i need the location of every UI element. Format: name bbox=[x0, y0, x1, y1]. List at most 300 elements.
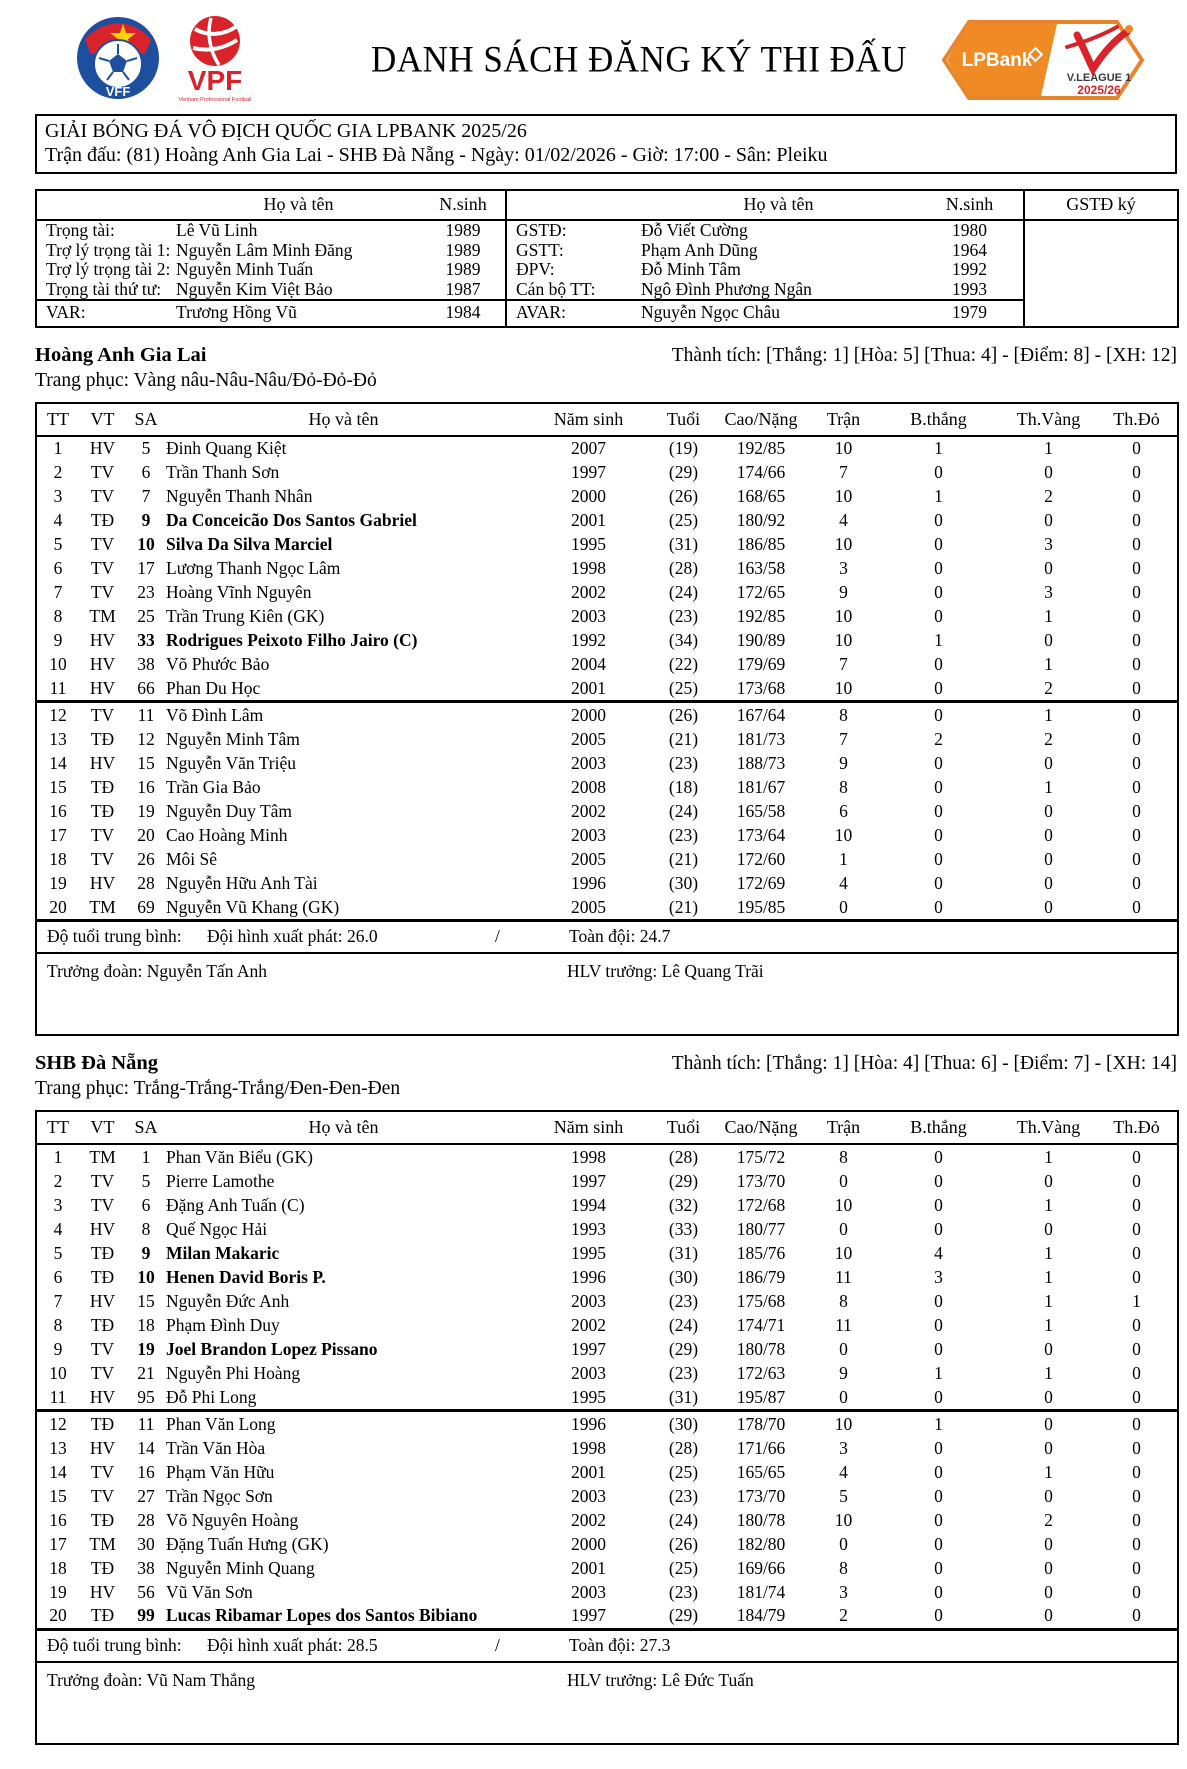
player-yellow-cards: 0 bbox=[1044, 1437, 1053, 1458]
player-number: 56 bbox=[137, 1581, 155, 1602]
col-header-matches: Trận bbox=[811, 1111, 876, 1144]
player-number: 6 bbox=[141, 462, 151, 483]
player-number: 9 bbox=[141, 1242, 151, 1263]
player-age: (23) bbox=[668, 605, 699, 626]
player-position: HV bbox=[89, 752, 116, 773]
players-table bbox=[35, 1110, 1179, 1745]
player-position: TĐ bbox=[90, 1605, 115, 1626]
player-birth-year: 2003 bbox=[571, 824, 606, 845]
player-index: 9 bbox=[53, 1338, 63, 1359]
player-matches: 4 bbox=[839, 510, 848, 531]
official-role: Trợ lý trọng tài 2: bbox=[46, 259, 171, 279]
player-number: 11 bbox=[126, 702, 166, 727]
player-red-cards: 0 bbox=[1132, 896, 1141, 917]
staff-row bbox=[36, 1662, 1178, 1744]
player-height-weight: 172/68 bbox=[736, 1194, 786, 1215]
player-age: (24) bbox=[668, 582, 699, 602]
player-name: Đặng Tuấn Hưng (GK) bbox=[166, 1533, 329, 1554]
player-index: 2 bbox=[53, 462, 63, 483]
col-header-tt: TT bbox=[36, 1111, 79, 1144]
player-red-cards: 0 bbox=[1132, 1314, 1141, 1335]
player-row bbox=[36, 1508, 1178, 1532]
player-yellow-cards: 2 bbox=[1044, 1509, 1053, 1530]
official-role: VAR: bbox=[46, 302, 86, 322]
player-yellow-cards: 1 bbox=[1044, 776, 1053, 797]
player-height-weight: 179/69 bbox=[736, 653, 786, 674]
player-red-cards: 0 bbox=[1132, 1266, 1141, 1287]
official-name: Phạm Anh Dũng bbox=[641, 239, 758, 260]
player-index: 8 bbox=[53, 605, 63, 626]
player-position: TV bbox=[90, 1170, 115, 1191]
player-age: (29) bbox=[668, 462, 699, 483]
player-wins: 0 bbox=[934, 1581, 943, 1602]
player-age: (25) bbox=[668, 1557, 699, 1578]
player-index: 6 bbox=[53, 1266, 63, 1287]
player-row bbox=[36, 1484, 1178, 1508]
player-yellow-cards: 0 bbox=[1044, 896, 1053, 917]
player-number: 12 bbox=[137, 728, 155, 749]
official-name: Nguyễn Minh Tuấn bbox=[176, 259, 314, 279]
player-matches: 7 bbox=[839, 728, 848, 749]
player-matches: 4 bbox=[839, 872, 848, 893]
player-matches: 10 bbox=[811, 1411, 876, 1436]
player-red-cards: 0 bbox=[1132, 653, 1141, 674]
player-red-cards: 0 bbox=[1132, 510, 1141, 531]
player-position: TV bbox=[90, 1485, 115, 1506]
player-birth-year: 2005 bbox=[571, 848, 606, 869]
player-height-weight: 180/78 bbox=[736, 1509, 786, 1530]
player-age: (33) bbox=[668, 1218, 699, 1239]
player-number: 66 bbox=[137, 677, 155, 698]
player-row bbox=[36, 508, 1178, 532]
player-age: (21) bbox=[668, 848, 699, 869]
player-number: 26 bbox=[137, 848, 155, 869]
player-number: 17 bbox=[137, 558, 155, 579]
player-birth-year: 2002 bbox=[571, 1314, 606, 1335]
player-index: 12 bbox=[36, 1411, 79, 1436]
vpf-logo-icon bbox=[165, 14, 265, 106]
player-yellow-cards: 0 bbox=[1044, 872, 1053, 893]
player-height-weight: 195/85 bbox=[736, 896, 786, 917]
col-header-red: Th.Đỏ bbox=[1096, 403, 1178, 436]
player-red-cards: 0 bbox=[1132, 605, 1141, 626]
player-red-cards: 0 bbox=[1132, 1485, 1141, 1506]
player-row bbox=[36, 1169, 1178, 1193]
player-height-weight: 174/66 bbox=[736, 462, 786, 483]
officials-header-blank bbox=[506, 190, 641, 220]
player-age: (25) bbox=[668, 677, 699, 698]
player-wins: 0 bbox=[934, 1290, 943, 1311]
player-birth-year: 1996 bbox=[571, 1266, 606, 1287]
player-yellow-cards: 0 bbox=[1044, 510, 1053, 531]
player-age: (21) bbox=[668, 896, 699, 917]
official-role: Trợ lý trọng tài 1: bbox=[46, 239, 171, 260]
player-height-weight: 172/65 bbox=[736, 582, 786, 602]
player-position: HV bbox=[89, 872, 116, 893]
avg-separator: / bbox=[495, 926, 500, 947]
player-age: (32) bbox=[668, 1194, 699, 1215]
player-age: (23) bbox=[668, 1362, 699, 1383]
player-position: TV bbox=[90, 462, 115, 483]
player-red-cards: 0 bbox=[1132, 1338, 1141, 1359]
player-matches: 8 bbox=[839, 1290, 848, 1311]
player-age: (23) bbox=[668, 824, 699, 845]
official-role: ĐPV: bbox=[506, 260, 641, 280]
player-birth-year: 1997 bbox=[571, 1170, 606, 1191]
player-row bbox=[36, 1604, 1178, 1629]
player-red-cards: 0 bbox=[1132, 872, 1141, 893]
player-height-weight: 165/65 bbox=[736, 1461, 786, 1482]
page-title: DANH SÁCH ĐĂNG KÝ THI ĐẤU bbox=[371, 39, 907, 80]
col-header-name: Họ và tên bbox=[166, 1111, 521, 1144]
player-matches: 10 bbox=[834, 1242, 853, 1263]
player-red-cards: 0 bbox=[1132, 1581, 1141, 1602]
official-row bbox=[36, 241, 1178, 261]
official-birth-year: 1989 bbox=[445, 239, 481, 260]
player-index: 19 bbox=[49, 1581, 67, 1602]
player-position: TM bbox=[89, 896, 116, 917]
logo-group bbox=[75, 14, 343, 106]
player-matches: 10 bbox=[834, 629, 853, 650]
player-row bbox=[36, 604, 1178, 628]
player-red-cards: 0 bbox=[1132, 1533, 1141, 1554]
player-position: TĐ bbox=[90, 510, 115, 531]
player-red-cards: 0 bbox=[1132, 629, 1141, 650]
player-red-cards: 0 bbox=[1096, 702, 1178, 727]
match-details: Trận đấu: (81) Hoàng Anh Gia Lai - SHB Đà Nẵng - Ngày: 01/02/2026 - Giờ: 17:00 - Sân: Pleiku bbox=[45, 144, 828, 166]
player-index: 11 bbox=[49, 1386, 67, 1407]
col-header-wins: B.thắng bbox=[876, 403, 1001, 436]
player-index: 4 bbox=[53, 1218, 63, 1239]
player-index: 2 bbox=[53, 1170, 63, 1191]
player-birth-year: 2007 bbox=[571, 438, 606, 459]
referee-signature-cell bbox=[1024, 220, 1178, 327]
official-name: Trương Hồng Vũ bbox=[176, 302, 297, 322]
player-name: Nguyễn Duy Tâm bbox=[166, 800, 293, 821]
official-birth-year: 1989 bbox=[445, 259, 481, 279]
player-wins: 0 bbox=[934, 1386, 943, 1407]
player-row bbox=[36, 1144, 1178, 1169]
head-coach: HLV trưởng: Lê Quang Trãi bbox=[567, 961, 764, 982]
player-age: (25) bbox=[668, 510, 699, 531]
col-header-age: Tuổi bbox=[656, 403, 711, 436]
average-age-row bbox=[36, 921, 1178, 954]
player-height-weight: 185/76 bbox=[736, 1242, 786, 1263]
player-wins: 0 bbox=[934, 462, 943, 483]
player-height-weight: 165/58 bbox=[736, 800, 786, 821]
player-age: (29) bbox=[668, 1170, 699, 1191]
player-number: 69 bbox=[137, 896, 155, 917]
official-role: GSTĐ: bbox=[506, 220, 641, 241]
player-row bbox=[36, 1193, 1178, 1217]
player-wins: 0 bbox=[934, 1461, 943, 1482]
player-number: 19 bbox=[137, 1338, 155, 1359]
player-row bbox=[36, 871, 1178, 895]
player-height-weight: 192/85 bbox=[736, 605, 786, 626]
player-birth-year: 2008 bbox=[571, 776, 606, 797]
avg-whole-squad: Toàn đội: 24.7 bbox=[569, 926, 671, 947]
player-wins: 0 bbox=[934, 1218, 943, 1239]
player-red-cards: 0 bbox=[1132, 1170, 1141, 1191]
player-height-weight: 173/70 bbox=[736, 1485, 786, 1506]
player-height-weight: 182/80 bbox=[736, 1533, 786, 1554]
player-wins: 0 bbox=[934, 1509, 943, 1530]
player-index: 17 bbox=[49, 1533, 67, 1554]
player-yellow-cards: 0 bbox=[1044, 1338, 1053, 1359]
player-red-cards: 0 bbox=[1132, 1509, 1141, 1530]
badge-season-label: 2025/26 bbox=[1077, 83, 1121, 97]
player-name: Phan Du Học bbox=[166, 677, 261, 698]
player-age: (24) bbox=[668, 800, 699, 821]
player-wins: 0 bbox=[934, 1170, 943, 1191]
player-red-cards: 0 bbox=[1132, 728, 1141, 749]
player-row bbox=[36, 727, 1178, 751]
player-red-cards: 0 bbox=[1132, 1362, 1141, 1383]
player-yellow-cards: 0 bbox=[1044, 629, 1053, 650]
player-wins: 0 bbox=[934, 848, 943, 869]
player-height-weight: 186/85 bbox=[736, 534, 786, 555]
player-index: 19 bbox=[49, 872, 67, 893]
col-header-tt: TT bbox=[36, 403, 79, 436]
player-number: 99 bbox=[137, 1605, 155, 1626]
player-name: Phạm Đình Duy bbox=[166, 1314, 280, 1335]
player-name: Võ Phước Bảo bbox=[166, 653, 270, 674]
player-yellow-cards: 0 bbox=[1044, 1533, 1053, 1554]
player-yellow-cards: 1 bbox=[1044, 1290, 1053, 1311]
player-index: 15 bbox=[49, 776, 67, 797]
player-row bbox=[36, 460, 1178, 484]
player-birth-year: 2003 bbox=[571, 1581, 606, 1602]
col-header-sa: SA bbox=[126, 1111, 166, 1144]
player-position: TV bbox=[90, 486, 115, 507]
player-row bbox=[36, 676, 1178, 701]
player-name: Đinh Quang Kiệt bbox=[166, 438, 287, 459]
player-red-cards: 0 bbox=[1132, 582, 1141, 602]
player-position: HV bbox=[89, 1581, 116, 1602]
official-birth-year: 1992 bbox=[952, 259, 987, 279]
player-name: Nguyễn Phi Hoàng bbox=[166, 1362, 301, 1383]
officials-header-name: Họ và tên bbox=[176, 190, 421, 220]
player-height-weight: 172/63 bbox=[736, 1362, 786, 1383]
player-yellow-cards: 1 bbox=[1044, 1362, 1053, 1383]
player-birth-year: 2000 bbox=[571, 486, 606, 507]
player-age: (22) bbox=[668, 653, 699, 674]
player-name: Nguyễn Hữu Anh Tài bbox=[166, 872, 318, 893]
player-name: Milan Makaric bbox=[166, 1242, 280, 1263]
player-height-weight: 168/65 bbox=[736, 486, 786, 507]
player-wins: 0 bbox=[934, 653, 943, 674]
player-age: (19) bbox=[668, 438, 699, 459]
player-row bbox=[36, 1265, 1178, 1289]
player-height-weight: 171/66 bbox=[736, 1437, 786, 1458]
player-position: HV bbox=[89, 438, 116, 459]
player-index: 9 bbox=[53, 629, 63, 650]
player-row bbox=[36, 1411, 1178, 1436]
official-row bbox=[36, 280, 1178, 301]
player-red-cards: 0 bbox=[1132, 1605, 1141, 1626]
player-wins: 0 bbox=[934, 605, 943, 626]
average-age-row bbox=[36, 1629, 1178, 1662]
player-index: 14 bbox=[49, 1461, 67, 1482]
player-row bbox=[36, 1532, 1178, 1556]
player-birth-year: 1998 bbox=[571, 1146, 606, 1167]
player-wins: 0 bbox=[934, 677, 943, 698]
players-header-row bbox=[36, 1111, 1178, 1144]
player-yellow-cards: 0 bbox=[1044, 1485, 1053, 1506]
vpf-label: VPF bbox=[187, 65, 243, 96]
player-wins: 0 bbox=[934, 1437, 943, 1458]
player-birth-year: 1993 bbox=[571, 1218, 606, 1239]
player-position: TĐ bbox=[90, 1314, 115, 1335]
team-record: Thành tích: [Thắng: 1] [Hòa: 4] [Thua: 6] - [Điểm: 7] - [XH: 14] bbox=[671, 1053, 1177, 1075]
player-row bbox=[36, 532, 1178, 556]
player-matches: 3 bbox=[839, 1437, 848, 1458]
tournament-name: GIẢI BÓNG ĐÁ VÔ ĐỊCH QUỐC GIA LPBANK 2025/26 bbox=[45, 120, 527, 142]
team-section-header bbox=[35, 1052, 1177, 1075]
player-position: TĐ bbox=[90, 776, 115, 797]
player-matches: 10 bbox=[834, 677, 853, 698]
player-row bbox=[36, 1289, 1178, 1313]
player-position: TV bbox=[90, 534, 115, 555]
player-birth-year: 2005 bbox=[571, 728, 606, 749]
player-row bbox=[36, 1313, 1178, 1337]
player-number: 10 bbox=[137, 1266, 155, 1287]
player-wins: 1 bbox=[934, 438, 943, 459]
player-birth-year: 2001 bbox=[571, 1461, 606, 1482]
player-wins: 0 bbox=[934, 510, 943, 531]
player-matches: 10 bbox=[834, 824, 853, 845]
official-role: GSTT: bbox=[506, 241, 641, 261]
player-row bbox=[36, 484, 1178, 508]
player-row bbox=[36, 1337, 1178, 1361]
player-red-cards: 0 bbox=[1132, 776, 1141, 797]
player-height-weight: 172/60 bbox=[736, 848, 786, 869]
player-red-cards: 0 bbox=[1132, 1194, 1141, 1215]
player-index: 7 bbox=[53, 1290, 63, 1311]
player-yellow-cards: 0 bbox=[1044, 1386, 1053, 1407]
player-index: 4 bbox=[53, 510, 63, 531]
player-birth-year: 2003 bbox=[571, 1290, 606, 1311]
official-name: Đỗ Viết Cường bbox=[641, 220, 748, 240]
player-birth-year: 2002 bbox=[571, 800, 606, 821]
player-name: Lucas Ribamar Lopes dos Santos Bibiano bbox=[166, 1605, 478, 1626]
player-yellow-cards: 1 bbox=[1044, 1194, 1053, 1215]
player-number: 20 bbox=[137, 824, 155, 845]
col-header-red: Th.Đỏ bbox=[1096, 1111, 1178, 1144]
player-matches: 3 bbox=[839, 1581, 848, 1602]
player-position: TV bbox=[90, 558, 115, 579]
player-yellow-cards: 0 bbox=[1044, 1605, 1053, 1626]
player-height-weight: 181/67 bbox=[736, 776, 786, 797]
player-birth-year: 1992 bbox=[571, 629, 606, 650]
league-badge bbox=[935, 17, 1147, 103]
player-age: (21) bbox=[668, 728, 699, 749]
col-header-birth-year: Năm sinh bbox=[521, 403, 656, 436]
player-matches: 8 bbox=[811, 702, 876, 727]
player-position: HV bbox=[89, 1386, 116, 1407]
player-yellow-cards: 1 bbox=[1044, 653, 1053, 674]
player-wins: 0 bbox=[934, 1338, 943, 1359]
player-wins: 0 bbox=[934, 1557, 943, 1578]
player-red-cards: 0 bbox=[1132, 824, 1141, 845]
player-name: Trần Văn Hòa bbox=[166, 1437, 266, 1458]
player-red-cards: 0 bbox=[1132, 1461, 1141, 1482]
player-name: Nguyễn Thanh Nhân bbox=[166, 486, 313, 507]
player-yellow-cards: 2 bbox=[1044, 486, 1053, 507]
player-height-weight: 172/69 bbox=[736, 872, 786, 893]
player-name: Phạm Văn Hữu bbox=[166, 1461, 275, 1482]
player-age: (25) bbox=[668, 1461, 699, 1482]
player-index: 5 bbox=[53, 1242, 63, 1263]
player-number: 38 bbox=[137, 1557, 155, 1578]
player-wins: 0 bbox=[934, 752, 943, 773]
player-age: (31) bbox=[668, 1242, 699, 1263]
player-height-weight: 188/73 bbox=[736, 752, 786, 773]
player-index: 8 bbox=[53, 1314, 63, 1335]
player-position: TĐ bbox=[90, 1509, 115, 1530]
player-matches: 4 bbox=[839, 1461, 848, 1482]
officials-header-born: N.sinh bbox=[916, 190, 1024, 220]
player-name: Trần Ngọc Sơn bbox=[166, 1485, 273, 1506]
player-index: 13 bbox=[49, 1437, 67, 1458]
avg-age-label: Độ tuổi trung bình: bbox=[47, 926, 182, 947]
player-matches: 10 bbox=[834, 534, 853, 555]
player-wins: 0 bbox=[934, 896, 943, 917]
player-red-cards: 0 bbox=[1132, 752, 1141, 773]
player-birth-year: 2003 bbox=[571, 1485, 606, 1506]
player-number: 95 bbox=[137, 1386, 155, 1407]
player-row bbox=[36, 580, 1178, 604]
player-yellow-cards: 0 bbox=[1044, 558, 1053, 579]
player-matches: 8 bbox=[839, 776, 848, 797]
player-row bbox=[36, 1580, 1178, 1604]
vleague-badge-icon bbox=[939, 17, 1147, 103]
player-age: (29) bbox=[668, 1338, 699, 1359]
player-wins: 0 bbox=[934, 872, 943, 893]
player-name: Quế Ngọc Hải bbox=[166, 1218, 268, 1239]
officials-header-born: N.sinh bbox=[421, 190, 506, 220]
officials-header-name: Họ và tên bbox=[641, 190, 916, 220]
player-wins: 2 bbox=[934, 728, 943, 749]
player-position: TV bbox=[79, 702, 126, 727]
player-red-cards: 0 bbox=[1132, 1557, 1141, 1578]
player-index: 3 bbox=[53, 486, 63, 507]
player-red-cards: 0 bbox=[1132, 486, 1141, 507]
player-age: (34) bbox=[668, 629, 699, 650]
col-header-vt: VT bbox=[79, 1111, 126, 1144]
player-name: Môi Sê bbox=[166, 848, 218, 869]
avg-separator: / bbox=[495, 1634, 500, 1655]
player-age: (26) bbox=[668, 486, 699, 507]
player-birth-year: 2003 bbox=[571, 605, 606, 626]
official-row bbox=[36, 220, 1178, 241]
players-header-row bbox=[36, 403, 1178, 436]
player-name: Vũ Văn Sơn bbox=[166, 1581, 253, 1602]
official-row bbox=[36, 260, 1178, 280]
player-row bbox=[36, 628, 1178, 652]
player-yellow-cards: 3 bbox=[1044, 582, 1053, 602]
player-name: Hoàng Vĩnh Nguyên bbox=[166, 582, 312, 602]
player-red-cards: 0 bbox=[1132, 1437, 1141, 1458]
player-index: 13 bbox=[49, 728, 67, 749]
player-matches: 0 bbox=[839, 1533, 848, 1554]
player-name: Trần Thanh Sơn bbox=[166, 462, 280, 483]
player-birth-year: 2001 bbox=[571, 1557, 606, 1578]
player-position: TĐ bbox=[90, 1557, 115, 1578]
player-red-cards: 0 bbox=[1132, 534, 1141, 555]
player-position: TM bbox=[89, 605, 116, 626]
player-name: Phan Văn Long bbox=[166, 1411, 521, 1436]
